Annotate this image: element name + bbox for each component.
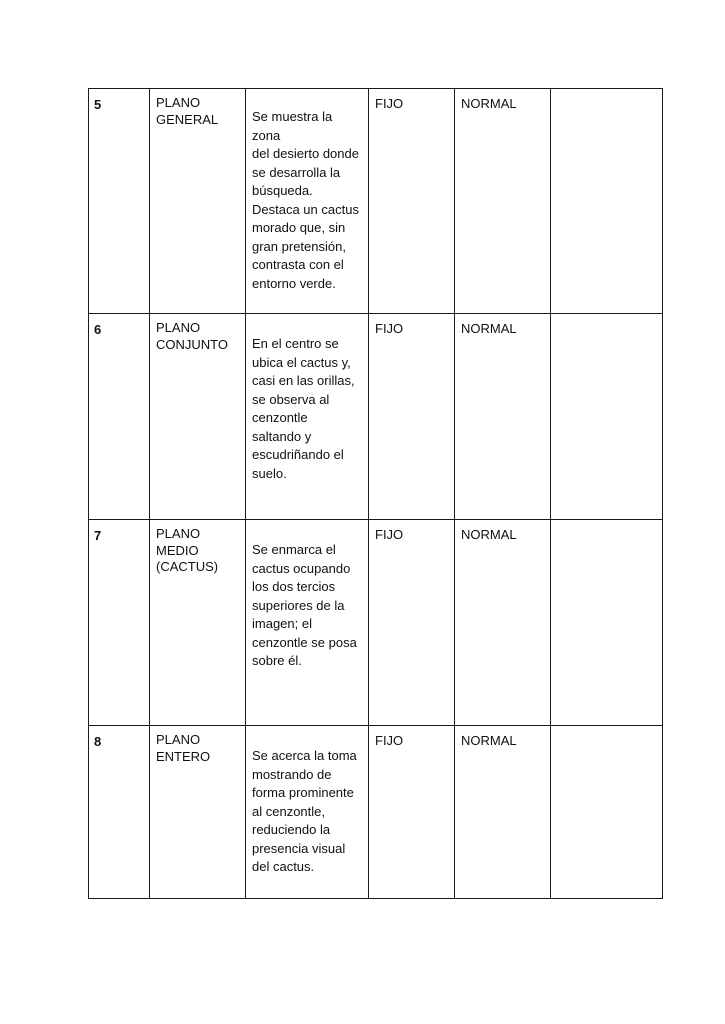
camera-movement: FIJO: [375, 733, 404, 748]
shot-speed-cell: [455, 520, 551, 726]
shot-description: Se enmarca el cactus ocupando los dos tercios superiores de la imagen; el cenzontle se posa sobre él.: [252, 542, 357, 668]
shot-number-cell: [89, 314, 150, 520]
shot-number: 8: [94, 734, 102, 749]
shot-description-cell: [246, 314, 369, 520]
shot-plan-cell: [150, 520, 246, 726]
table-row: [89, 726, 663, 899]
shot-plan-cell: [150, 726, 246, 899]
shot-plan-cell: [150, 89, 246, 314]
shot-number-cell: [89, 520, 150, 726]
extra-cell: [551, 314, 663, 520]
shot-plan: PLANO GENERAL: [156, 95, 219, 127]
shot-plan: PLANO CONJUNTO: [156, 320, 228, 352]
extra-cell: [551, 89, 663, 314]
table-row: [89, 314, 663, 520]
camera-movement: FIJO: [375, 96, 404, 111]
shot-speed: NORMAL: [461, 733, 517, 748]
shot-description-cell: [246, 520, 369, 726]
shot-number-cell: [89, 89, 150, 314]
shot-speed-cell: [455, 726, 551, 899]
shot-number: 6: [94, 322, 102, 337]
camera-movement-cell: [369, 726, 455, 899]
shot-speed-cell: [455, 314, 551, 520]
shot-number: 5: [94, 97, 102, 112]
shot-number: 7: [94, 528, 102, 543]
shot-number-cell: [89, 726, 150, 899]
shot-description-cell: [246, 89, 369, 314]
camera-movement-cell: [369, 520, 455, 726]
table-row: [89, 89, 663, 314]
shot-plan-cell: [150, 314, 246, 520]
shot-speed-cell: [455, 89, 551, 314]
camera-movement: FIJO: [375, 321, 404, 336]
shot-speed: NORMAL: [461, 321, 517, 336]
table-row: [89, 520, 663, 726]
camera-movement: FIJO: [375, 527, 404, 542]
camera-movement-cell: [369, 314, 455, 520]
storyboard-table: [88, 88, 663, 899]
shot-description-cell: [246, 726, 369, 899]
extra-cell: [551, 726, 663, 899]
shot-description: En el centro se ubica el cactus y, casi en las orillas, se observa al cenzontle saltando y escudriñando el suelo.: [252, 336, 355, 481]
shot-description: Se acerca la toma mostrando de forma prominente al cenzontle, reduciendo la presencia visual del cactus.: [252, 748, 357, 874]
camera-movement-cell: [369, 89, 455, 314]
shot-plan: PLANO ENTERO: [156, 732, 211, 764]
extra-cell: [551, 520, 663, 726]
shot-plan: PLANO MEDIO (CACTUS): [156, 526, 219, 574]
shot-description: Se muestra la zona del desierto donde se desarrolla la búsqueda. Destaca un cactus morado que, sin gran pretensión, contrasta con el entorno verde.: [252, 109, 359, 291]
shot-speed: NORMAL: [461, 527, 517, 542]
shot-speed: NORMAL: [461, 96, 517, 111]
